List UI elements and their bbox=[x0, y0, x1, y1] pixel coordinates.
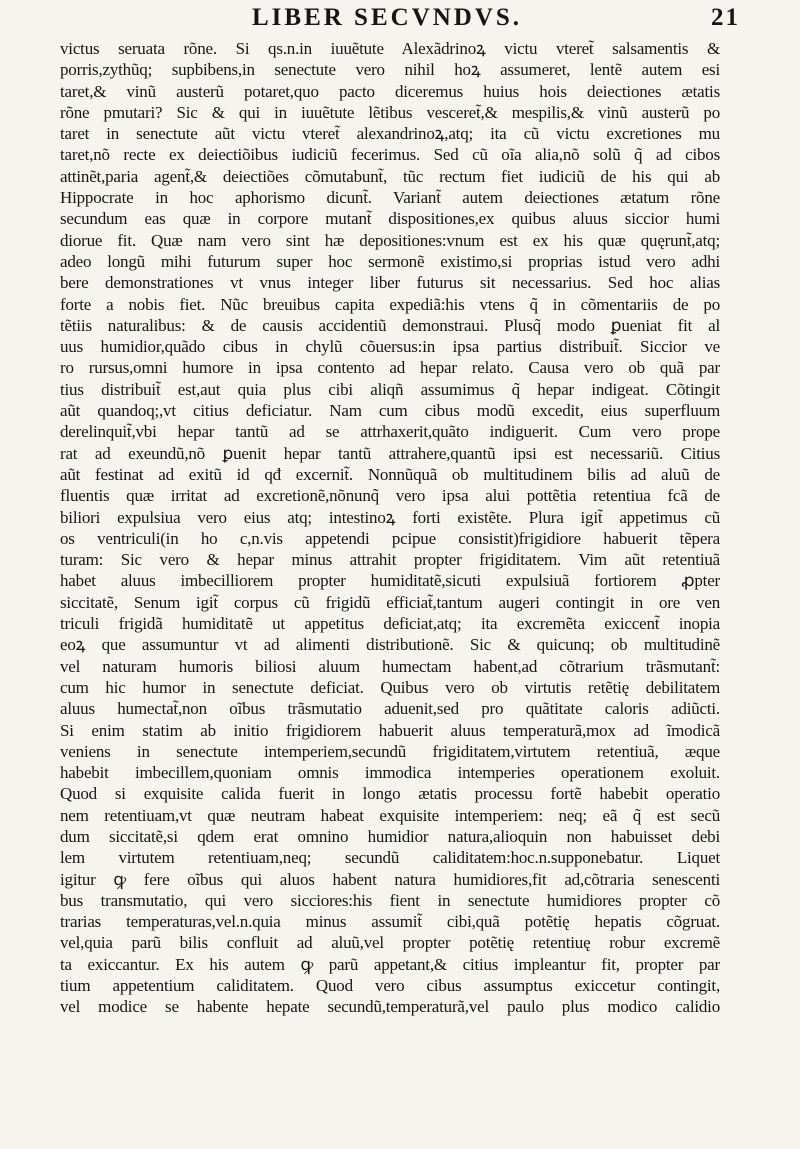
text-line: diorue fit. Quæ nam vero sint hæ depositiones:vnum est ex his quæ quęrunt̃,atq; bbox=[60, 230, 720, 250]
text-line: veniens in senectute intemperiem,secundũ frigiditatem,virtutem retentiuã, æque bbox=[60, 741, 720, 761]
text-line: igitur ꝙ fere oĩbus qui aluos habent natura humidiores,fit ad,cõtraria senescenti bbox=[60, 869, 720, 889]
text-line: os ventriculi(in ho c,n.vis appetendi pcipue consistit)frigidiore habuerit tẽpera bbox=[60, 528, 720, 548]
running-header bbox=[60, 4, 760, 36]
page-number: 21 bbox=[711, 4, 740, 31]
text-line: rõne pmutari? Sic & qui in iuuẽtute lẽtibus vesceret̃,& mespilis,& vinũ austerũ po bbox=[60, 102, 720, 122]
text-line: vel,quia parũ bilis confluit ad aluũ,vel propter potẽtię retentiuę robur excremẽ bbox=[60, 933, 720, 953]
text-line: nem retentiuam,vt quæ neutram habeat exquisite intemperiem: neq; eã q̃ est secũ bbox=[60, 805, 720, 825]
text-line: Si enim statim ab initio frigidiorem habuerit aluus temperaturã,mox ad ĩmodicã bbox=[60, 720, 720, 740]
text-line: derelinquit̃,vbi hepar tantũ ad se attrhaxerit,quãto indiguerit. Cum vero prope bbox=[60, 422, 720, 442]
text-line: uus humidior,quãdo cibus in chylũ cõuersus:in ipsa partius distribuit̃. Siccior ve bbox=[60, 337, 720, 357]
text-line: ro rursus,omni humore in ipsa contento ad hepar relato. Causa vero ob quã par bbox=[60, 358, 720, 378]
text-line: attinẽt,paria agent̃,& deiectiões cõmutabunt̃, tũc rectum fiet iudiciũ de his qui ab bbox=[60, 166, 720, 186]
text-line: lem virtutem retentiuam,neq; secundũ caliditatem:hoc.n.supponebatur. Liquet bbox=[60, 848, 720, 868]
body-text bbox=[60, 38, 720, 1018]
text-line: Hippocrate in hoc aphorismo dicunt̃. Variant̃ autem deiectiones ætatum rõne bbox=[60, 188, 720, 208]
text-line: taret,& vinũ austerũ potaret,quo pacto diceremus huius hois deiectiones ætatis bbox=[60, 81, 720, 101]
text-line: aũt quandoq;,vt citius deficiatur. Nam cum cibus modũ excedit, eius superfluum bbox=[60, 401, 720, 421]
text-line: secundum eas quæ in corpore mutant̃ dispositiones,ex quibus aluus siccior humi bbox=[60, 209, 720, 229]
text-line: aluus humectat̃,non oĩbus trãsmutatio aduenit,sed pro quãtitate caloris adiũcti. bbox=[60, 699, 720, 719]
text-line: tẽtiis naturalibus: & de causis accidentiũ demonstraui. Plusq̃ modo ꝑueniat fit al bbox=[60, 315, 720, 335]
text-line: trarias temperaturas,vel.n.quia minus assumit̃ cibi,quã potẽtię hepatis cõgruat. bbox=[60, 912, 720, 932]
text-line: adeo longũ mihi futurum super hoc sermonẽ existimo,si proprias istud vero adhi bbox=[60, 251, 720, 271]
text-line: tium appetentium caliditatem. Quod vero cibus assumptus exiccetur contingit, bbox=[60, 976, 720, 996]
text-line: dum siccitatẽ,si qdem erat omnino humidior natura,alioquin non habuisset debi bbox=[60, 826, 720, 846]
text-line: Quod si exquisite calida fuerit in longo ætatis processu fortẽ habebit operatio bbox=[60, 784, 720, 804]
text-line: ta exiccantur. Ex his autem ꝙ parũ appetant,& citius impleantur fit, propter par bbox=[60, 954, 720, 974]
text-line: vel naturam humoris biliosi aluum humectam habent,ad cõtrarium trãsmutant̃: bbox=[60, 656, 720, 676]
text-line: turam: Sic vero & hepar minus attrahit propter frigiditatem. Vim aũt retentiuã bbox=[60, 550, 720, 570]
text-line: habebit imbecillem,quoniam omnis immodica intemperies operationem exoluit. bbox=[60, 763, 720, 783]
text-line: habet aluus imbecilliorem propter humiditatẽ,sicuti expulsiuã fortiorem ꝓpter bbox=[60, 571, 720, 591]
text-line: taret in senectute aũt victu vteret̃ alexandrinoꝝ,atq; ita cũ victu excretiones mu bbox=[60, 124, 720, 144]
text-line: victus seruata rõne. Si qs.n.in iuuẽtute Alexãdrinoꝝ victu vteret̃ salsamentis & bbox=[60, 39, 720, 58]
text-line: siccitatẽ, Senum igit̃ corpus cũ frigidũ efficiat̃,tantum augeri contingit in ore ven bbox=[60, 592, 720, 612]
text-line: rat ad exeundũ,nõ ꝑuenit hepar tantũ attrahere,quantũ ipsi est necessariũ. Citius bbox=[60, 443, 720, 463]
text-line: porris,zythũq; supbibens,in senectute vero nihil hoꝝ assumeret, lentẽ autem esi bbox=[60, 60, 720, 80]
text-line: fluentis quæ irritat ad excretionẽ,nõnunq̃ vero ipsa alui pottẽtia retentiua fcã de bbox=[60, 486, 720, 506]
text-line: cum hic humor in senectute deficiat. Quibus vero ob virtutis retẽtię debilitatem bbox=[60, 677, 720, 697]
text-line: aũt festinat ad exitũ id qđ excernit̃. Nonnũquã ob multitudinem bilis ad aluũ de bbox=[60, 464, 720, 484]
text-line: triculi frigidã humiditatẽ ut appetitus deficiat,atq; ita excremẽta exiccent̃ inopia bbox=[60, 614, 720, 634]
text-line: bere demonstrationes vt vnus integer liber futurus sit necessarius. Sed hoc alias bbox=[60, 273, 720, 293]
text-line: tius distribuit̃ est,aut quia plus cibi aliqñ assumimus q̃ hepar indigeat. Cõtingit bbox=[60, 379, 720, 399]
text-line: eoꝝ que assumuntur vt ad alimenti distributionẽ. Sic & quicunq; ob multitudinẽ bbox=[60, 635, 720, 655]
text-line: bus transmutatio, qui vero sicciores:his fient in senectute humidiores propter cõ bbox=[60, 890, 720, 910]
text-line: biliori expulsiua vero eius atq; intestinoꝝ forti existẽte. Plura igit̃ appetimus cũ bbox=[60, 507, 720, 527]
running-title: LIBER SECVNDVS. bbox=[252, 4, 523, 31]
text-line: taret,nõ recte ex deiectiõibus iudiciũ fecerimus. Sed cũ oĩa alia,nõ solũ q̃ ad cibos bbox=[60, 145, 720, 165]
text-line: vel modice se habente hepate secundũ,temperaturã,vel paulo plus modico calidio bbox=[60, 997, 720, 1017]
text-line: forte a nobis fiet. Nũc breuibus capita expediã:his vtens q̃ in cõmentariis de po bbox=[60, 294, 720, 314]
